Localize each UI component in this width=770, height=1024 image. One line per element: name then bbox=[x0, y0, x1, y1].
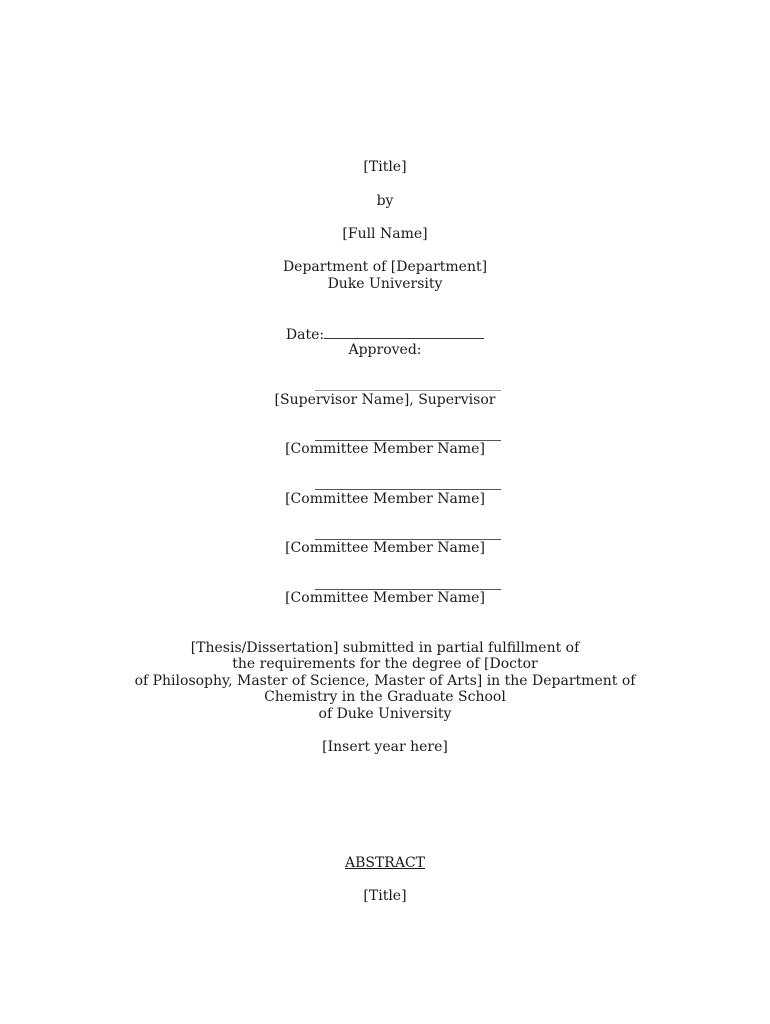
author-name: [Full Name] bbox=[342, 226, 428, 242]
approved-label: Approved: bbox=[348, 342, 422, 358]
abstract-heading: ABSTRACT bbox=[344, 855, 426, 871]
statement-line-1: [Thesis/Dissertation] submitted in partial fulfillment of bbox=[190, 640, 580, 656]
committee-member-1: [Committee Member Name] bbox=[285, 441, 485, 457]
statement-line-2: the requirements for the degree of [Doctor bbox=[232, 656, 538, 672]
university-name: Duke University bbox=[327, 276, 443, 292]
supervisor-signature-line bbox=[315, 390, 501, 391]
committee-signature-line-2 bbox=[315, 489, 501, 490]
statement-line-5: of Duke University bbox=[318, 706, 452, 722]
date-label: Date: bbox=[285, 327, 325, 343]
supervisor-name: [Supervisor Name], Supervisor bbox=[274, 392, 496, 408]
year-placeholder: [Insert year here] bbox=[322, 739, 448, 755]
abstract-title: [Title] bbox=[363, 888, 407, 904]
statement-line-4: Chemistry in the Graduate School bbox=[264, 689, 506, 705]
department-name: Department of [Department] bbox=[282, 259, 488, 275]
committee-member-2: [Committee Member Name] bbox=[285, 491, 485, 507]
committee-member-3: [Committee Member Name] bbox=[285, 540, 485, 556]
committee-member-4: [Committee Member Name] bbox=[285, 590, 485, 606]
statement-line-3: of Philosophy, Master of Science, Master of Arts] in the Department of bbox=[134, 673, 636, 689]
by-label: by bbox=[376, 193, 394, 209]
thesis-title: [Title] bbox=[363, 159, 407, 175]
date-signature-blank bbox=[324, 325, 484, 339]
